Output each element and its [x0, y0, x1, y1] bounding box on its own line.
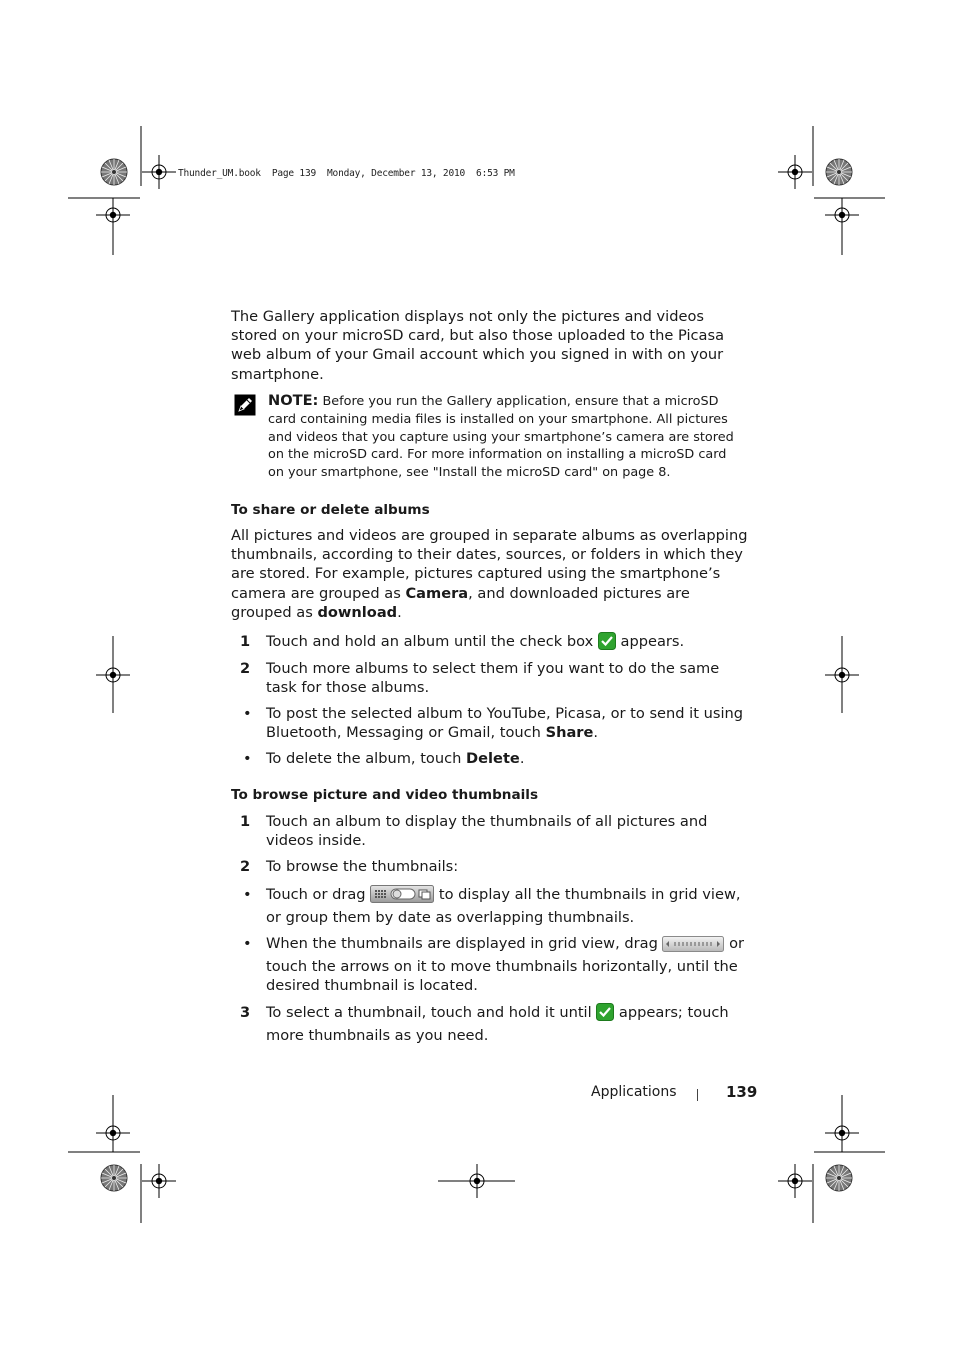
- step-number: 1: [240, 813, 251, 830]
- bullet-text: [266, 885, 746, 927]
- bullet: •: [243, 750, 252, 767]
- bullet-text-a: To delete the album, touch: [266, 750, 467, 767]
- albums-paragraph-text-c: .: [397, 603, 402, 621]
- check-box-icon: [598, 632, 616, 655]
- thumbnail-scroll-bar-icon: [662, 936, 724, 957]
- list-item: [231, 1003, 751, 1043]
- step-text: Touch an album to display the thumbnails of all pictures and videos inside.: [266, 813, 708, 850]
- step-number: 3: [240, 1004, 251, 1021]
- book-header-line: Thunder_UM.book Page 139 Monday, December 13, 2010 6:53 PM: [178, 168, 515, 179]
- step-number: 2: [240, 858, 251, 875]
- bullet-text-b: .: [593, 724, 599, 742]
- albums-paragraph-text-a: All pictures and videos are grouped in separate albums as overlapping thumbnails, according to their dates, sources, or folders in which they are stored. For example, pictures captured using the smartphone’s camera are grouped as: [231, 527, 748, 602]
- bullet-text-a: Touch or drag: [266, 886, 371, 903]
- bullet-text-a: When the thumbnails are displayed in grid view, drag: [266, 935, 663, 952]
- step-text-b: appears.: [615, 633, 685, 650]
- note-text: Before you run the Gallery application, ensure that a microSD card containing media files is installed on your smartphone. All pictures and videos that you capture using your smartphone’s camera are stored on the microSD card. For more information on installing a microSD card on your smartphone, see "Install the microSD card" on page 8.: [268, 394, 734, 481]
- bullet-text-b: .: [519, 750, 525, 767]
- bullet: •: [243, 705, 252, 722]
- list-item: [231, 934, 751, 994]
- view-toggle-switch-icon: [370, 885, 434, 908]
- list-item: [231, 885, 751, 925]
- bullet-text: [266, 704, 746, 742]
- list-item: [231, 857, 751, 877]
- bullet-text-a: To post the selected album to YouTube, Picasa, or to send it using Bluetooth, Messaging or Gmail, touch: [266, 705, 744, 742]
- albums-paragraph: [231, 526, 751, 622]
- step-text-b: appears; touch more thumbnails as you need.: [266, 1004, 729, 1045]
- list-item: [231, 812, 751, 852]
- step-text-a: Touch and hold an album until the check box: [266, 633, 598, 650]
- step-text: To browse the thumbnails:: [266, 858, 459, 875]
- download-term: download: [317, 603, 398, 621]
- list-item: [231, 749, 751, 769]
- intro-paragraph: The Gallery application displays not only the pictures and videos stored on your microSD card, but also those uploaded to the Picasa web album of your Gmail account which you signed in with on your smartphone.: [231, 308, 725, 383]
- list-item: [231, 632, 751, 652]
- list-item: [231, 659, 751, 699]
- step-text-a: To select a thumbnail, touch and hold it until: [266, 1004, 597, 1021]
- step-text: [266, 632, 746, 655]
- bullet-text-b: to display all the thumbnails in grid view, or group them by date as overlapping thumbnails.: [266, 886, 741, 927]
- list-item: [231, 704, 751, 744]
- page-number: 139: [726, 1083, 758, 1101]
- albums-paragraph-text-b: , and downloaded pictures are grouped as: [231, 584, 690, 621]
- step-number: 1: [240, 633, 251, 650]
- bullet-text: [266, 749, 746, 768]
- bullet: •: [243, 886, 252, 903]
- footer-separator: [697, 1089, 698, 1101]
- note-pencil-icon: [234, 394, 256, 416]
- step-text: [266, 1003, 746, 1045]
- step-number: 2: [240, 660, 251, 677]
- step-text: Touch more albums to select them if you want to do the same task for those albums.: [266, 660, 720, 697]
- bullet-text-b: or touch the arrows on it to move thumbnails horizontally, until the desired thumbnail is located.: [266, 935, 745, 995]
- delete-term: Delete: [466, 750, 520, 767]
- note-title: NOTE:: [268, 392, 319, 409]
- share-term: Share: [545, 724, 594, 742]
- camera-term: Camera: [405, 584, 469, 602]
- note-block: [268, 392, 746, 482]
- bullet-text: [266, 934, 746, 996]
- section-heading-share-delete: To share or delete albums: [231, 502, 430, 518]
- section-heading-browse-thumbnails: To browse picture and video thumbnails: [231, 787, 539, 803]
- check-box-icon: [596, 1003, 614, 1026]
- bullet: •: [243, 935, 252, 952]
- footer-section-label: Applications: [591, 1084, 677, 1100]
